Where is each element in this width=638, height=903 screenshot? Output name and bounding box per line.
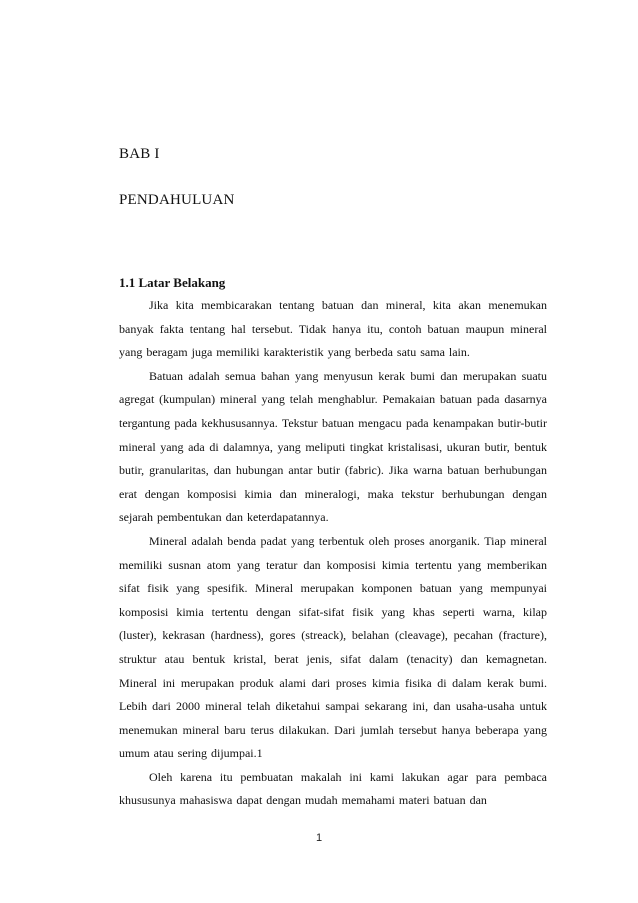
chapter-title: PENDAHULUAN <box>119 192 235 208</box>
section-heading: 1.1 Latar Belakang <box>119 275 226 290</box>
chapter-number: BAB I <box>119 146 160 162</box>
paragraph: Batuan adalah semua bahan yang menyusun kerak bumi dan merupakan suatu agregat (kumpulan) mineral yang telah menghablur. Pemakaian batuan pada dasarnya tergantung pada kekhususannya. Tekstur batuan mengacu pada kenampakan butir-butir mineral yang ada di dalamnya, yang meliputi tingkat kristalisasi, ukuran butir, bentuk butir, granularitas, dan hubungan antar butir (fabric). Jika warna batuan berhubungan erat dengan komposisi kimia dan mineralogi, maka tekstur berhubungan dengan sejarah pembentukan dan keterdapatannya. <box>119 368 547 525</box>
paragraph: Mineral adalah benda padat yang terbentuk oleh proses anorganik. Tiap mineral memiliki susnan atom yang teratur dan komposisi kimia tertentu yang memberikan sifat fisik yang spesifik. Mineral merupakan komponen batuan yang mempunyai komposisi kimia tertentu dengan sifat-sifat fisik yang khas seperti warna, kilap (luster), kekrasan (hardness), gores (streack), belahan (cleavage), pecahan (fracture), struktur atau bentuk kristal, berat jenis, sifat dalam (tenacity) dan kemagnetan. Mineral ini merupakan produk alami dari proses kimia fisika di dalam kerak bumi. Lebih dari 2000 mineral telah diketahui sampai sekarang ini, dan usaha-usaha untuk menemukan mineral baru terus dilakukan. Dari jumlah tersebut hanya beberapa yang umum atau sering dijumpai.1 <box>119 533 547 761</box>
section-body <box>119 272 547 813</box>
paragraph: Jika kita membicarakan tentang batuan dan mineral, kita akan menemukan banyak fakta tentang hal tersebut. Tidak hanya itu, contoh batuan maupun mineral yang beragam juga memiliki karakteristik yang berbeda satu sama lain. <box>119 298 547 360</box>
page-number: 1 <box>315 832 323 844</box>
paragraph: Oleh karena itu pembuatan makalah ini kami lakukan agar para pembaca khususunya mahasiswa dapat dengan mudah memahami materi batuan dan <box>119 769 547 808</box>
